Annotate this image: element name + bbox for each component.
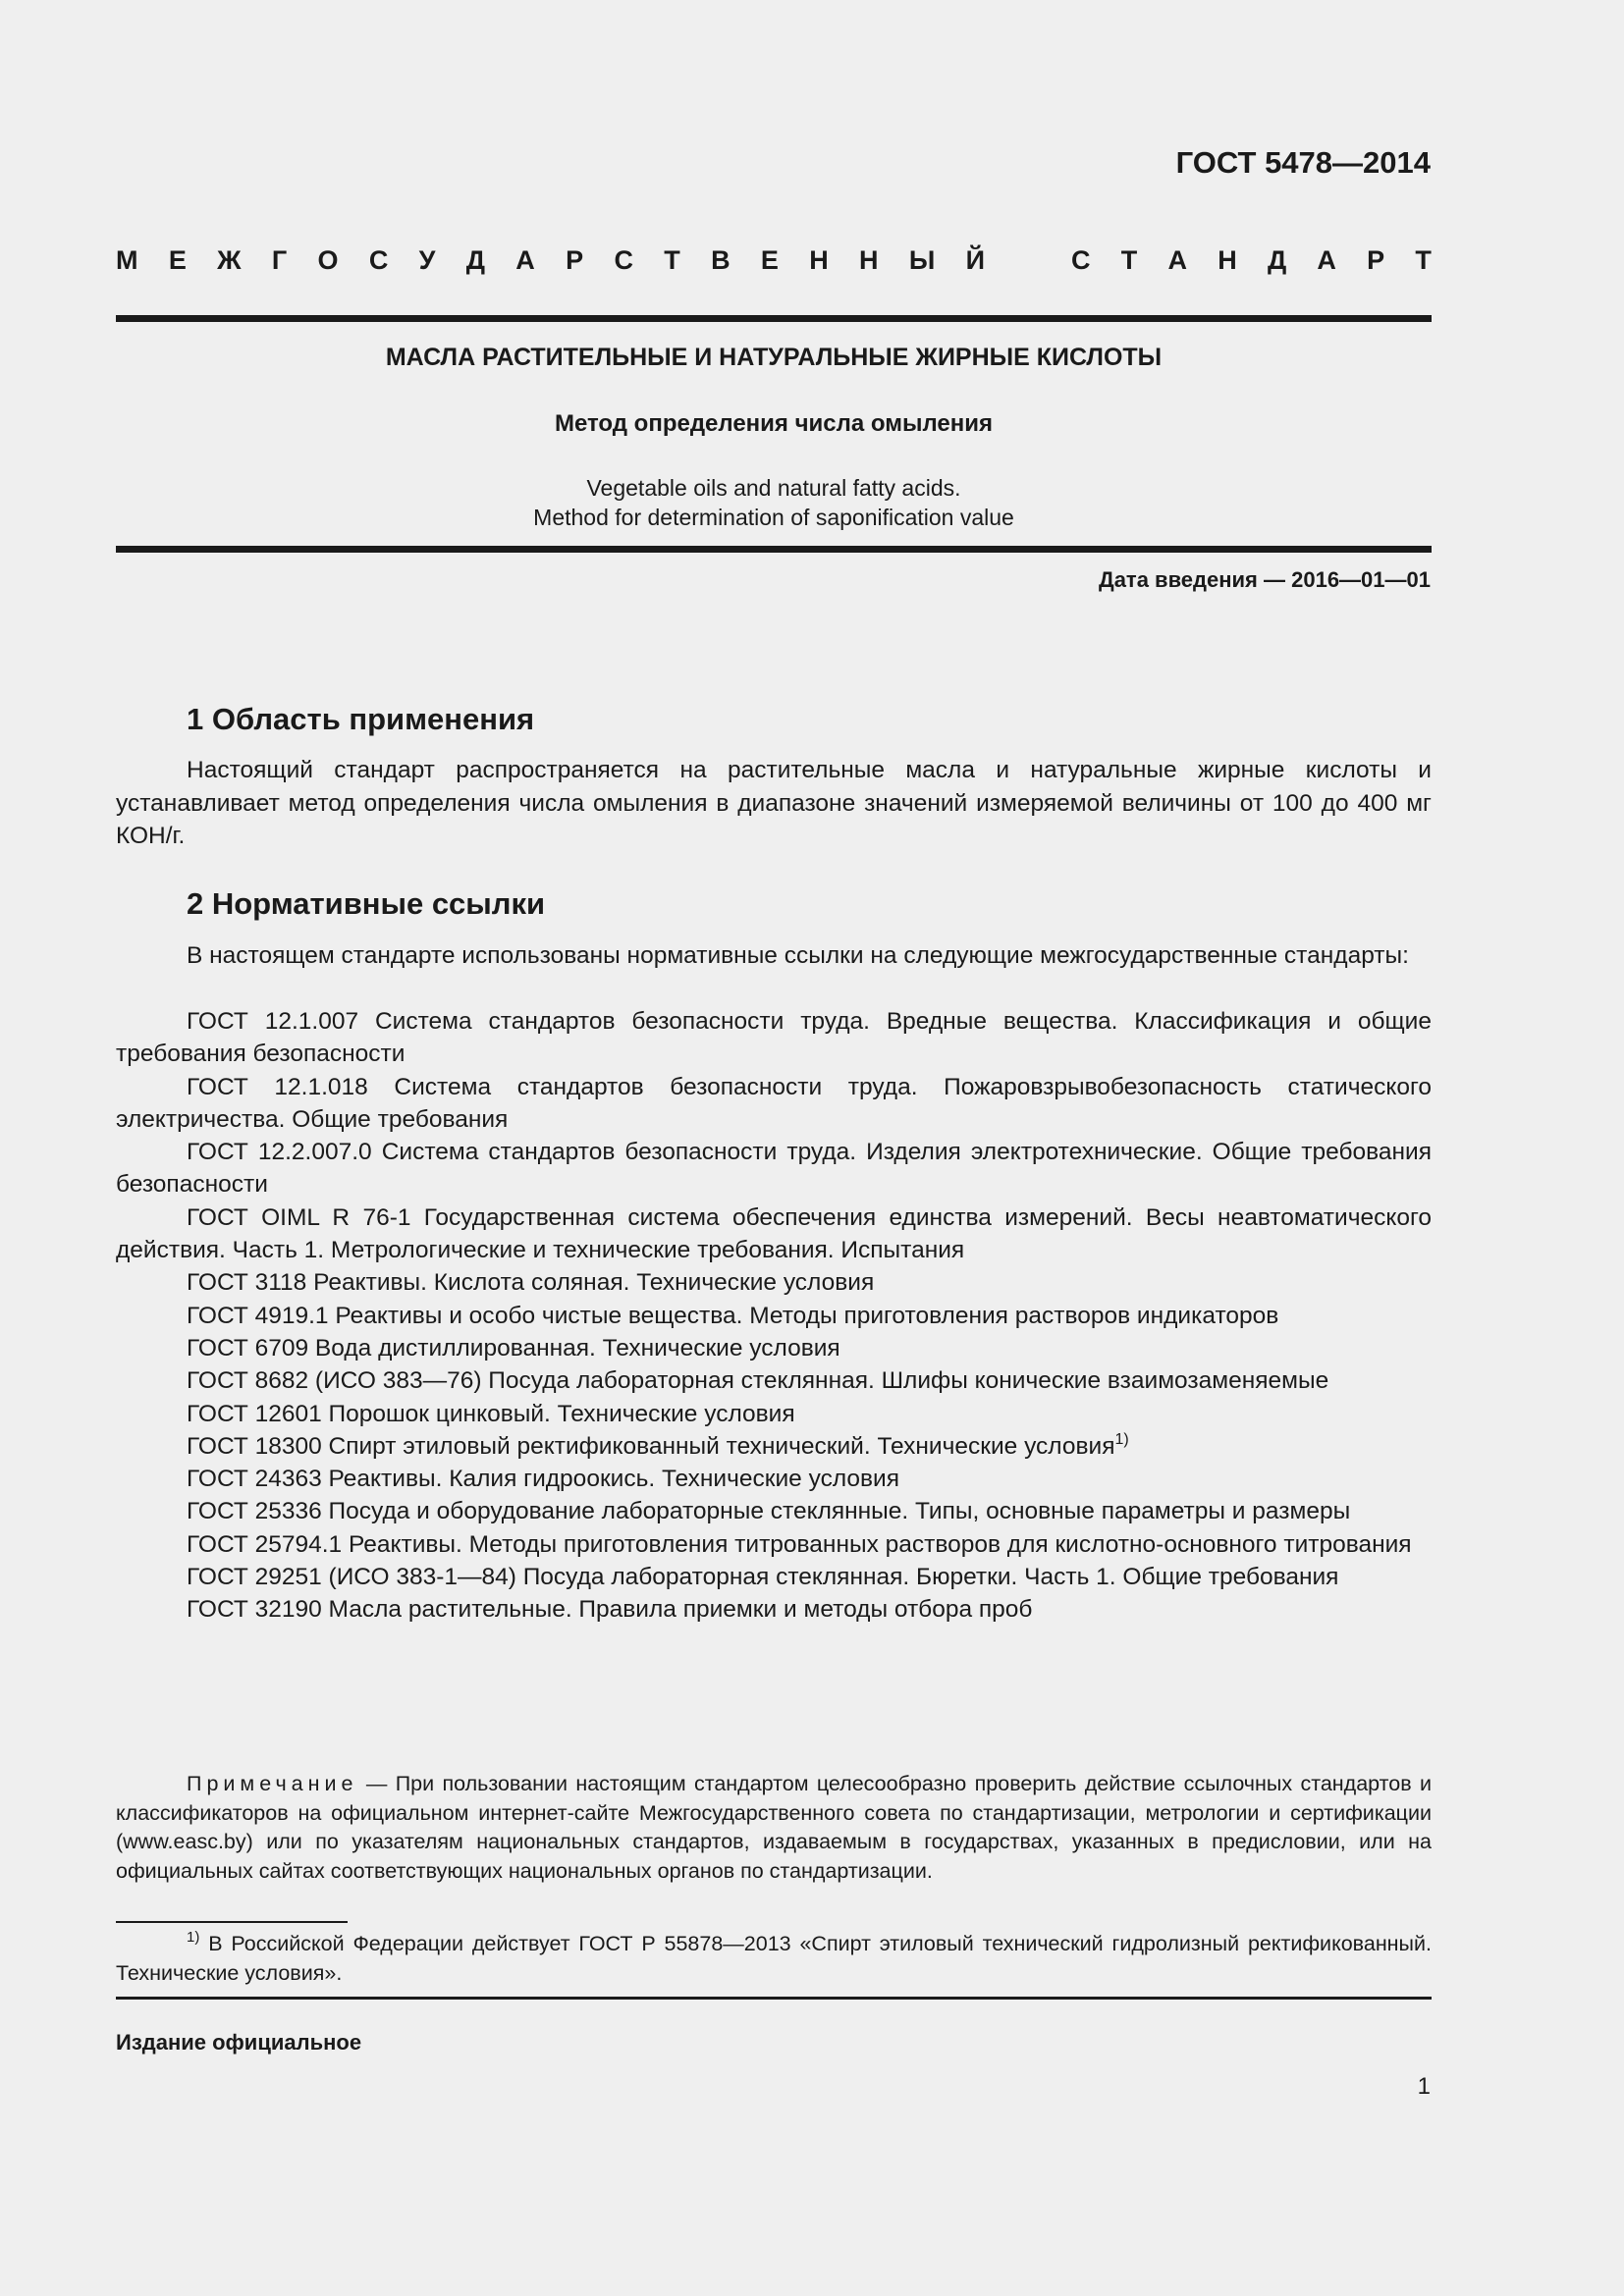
note-label: Примечание [187, 1772, 358, 1795]
reference-text: ГОСТ 18300 Спирт этиловый ректификованный технический. Технические условия [187, 1432, 1115, 1460]
bottom-divider [116, 1997, 1432, 2000]
banner-letter: Й [965, 245, 985, 275]
banner-letter: А [1167, 245, 1187, 275]
reference-item: ГОСТ 29251 (ИСО 383-1—84) Посуда лабораторная стеклянная. Бюретки. Часть 1. Общие требования [187, 1564, 1339, 1591]
banner-word-interstate [116, 245, 985, 276]
banner-letter: С [614, 245, 633, 275]
banner-letter: Р [1367, 245, 1385, 275]
reference-item: ГОСТ OIML R 76-1 Государственная система обеспечения единства измерений. Весы неавтоматического действия. Часть 1. Метрологические и технические требования. Испытания [116, 1203, 1432, 1264]
banner-letter: Г [271, 245, 288, 275]
banner-letter: А [515, 245, 535, 275]
banner-letter: С [1071, 245, 1091, 275]
note-text: — При пользовании настоящим стандартом целесообразно проверить действие ссылочных стандартов и классификаторов на официальном интернет-сайте Межгосударственного совета по стандартизации, метрологии и сертификации (www.easc.by) или по указателям национальных стандартов, издаваемым в государствах, указанных в предисловии, или на официальных сайтах соответствующих национальных органов по стандартизации. [116, 1772, 1432, 1883]
page-number: 1 [1417, 2073, 1431, 2100]
banner-letter: У [418, 245, 436, 275]
banner-letter: В [711, 245, 731, 275]
footnote-text: В Российской Федерации действует ГОСТ Р 55878—2013 «Спирт этиловый технический гидролизный ректификованный. Технические условия». [116, 1932, 1432, 1985]
document-title: МАСЛА РАСТИТЕЛЬНЫЕ И НАТУРАЛЬНЫЕ ЖИРНЫЕ КИСЛОТЫ [385, 344, 1163, 371]
reference-item: ГОСТ 12.1.007 Система стандартов безопасности труда. Вредные вещества. Классификация и общие требования безопасности [116, 1008, 1432, 1068]
reference-item: ГОСТ 24363 Реактивы. Калия гидроокись. Технические условия [187, 1466, 899, 1493]
reference-list [116, 1005, 1432, 1627]
banner-letter: О [317, 245, 339, 275]
reference-item: ГОСТ 12601 Порошок цинковый. Технические условия [187, 1400, 795, 1427]
banner-letter: Д [465, 245, 485, 275]
reference-item: ГОСТ 32190 Масла растительные. Правила приемки и методы отбора проб [187, 1596, 1033, 1624]
note-paragraph [116, 1770, 1432, 1886]
introduction-date: Дата введения — 2016—01—01 [1099, 567, 1431, 592]
title-divider [116, 546, 1432, 553]
banner-letter: Р [566, 245, 584, 275]
banner-letter: Т [1120, 245, 1138, 275]
banner-letter: А [1317, 245, 1336, 275]
banner-word-standard [1071, 245, 1432, 276]
banner-letter: Д [1267, 245, 1287, 275]
reference-item: ГОСТ 4919.1 Реактивы и особо чистые вещества. Методы приготовления растворов индикаторов [187, 1302, 1279, 1329]
banner-letter: Т [1415, 245, 1432, 275]
reference-item: ГОСТ 3118 Реактивы. Кислота соляная. Технические условия [187, 1269, 875, 1297]
reference-item: ГОСТ 12.2.007.0 Система стандартов безопасности труда. Изделия электротехнические. Общие требования безопасности [116, 1139, 1432, 1199]
banner-letter: Е [168, 245, 187, 275]
footnote [116, 1930, 1432, 1988]
references-intro: В настоящем стандарте использованы нормативные ссылки на следующие межгосударственные стандарты: [187, 942, 1409, 969]
banner-letter: М [116, 245, 138, 275]
document-number: ГОСТ 5478—2014 [1175, 145, 1431, 180]
english-title-line: Method for determination of saponification value [533, 505, 1014, 530]
banner-letter: С [368, 245, 389, 275]
section-heading-scope: 1 Область применения [187, 702, 535, 736]
footnote-reference-mark: 1) [1114, 1430, 1129, 1448]
reference-item [116, 1430, 1432, 1463]
banner-letter: Е [760, 245, 779, 275]
banner-letter: Ы [908, 245, 936, 275]
scope-paragraph: Настоящий стандарт распространяется на растительные масла и натуральные жирные кислоты и устанавливает метод определения числа омыления в диапазоне значений измеряемой величины от 100 до 400 мг КОН/г. [116, 757, 1432, 849]
banner-letter: Т [664, 245, 680, 275]
document-subtitle: Метод определения числа омыления [554, 410, 994, 437]
footnote-mark: 1) [187, 1929, 200, 1946]
banner-letter: Н [809, 245, 829, 275]
english-title [116, 473, 1432, 532]
banner-letter: Н [1218, 245, 1237, 275]
reference-item: ГОСТ 8682 (ИСО 383—76) Посуда лабораторная стеклянная. Шлифы конические взаимозаменяемые [187, 1367, 1329, 1395]
reference-item: ГОСТ 12.1.018 Система стандартов безопасности труда. Пожаровзрывобезопасность статического электричества. Общие требования [116, 1073, 1432, 1133]
standard-type-banner [116, 245, 1432, 276]
footnote-separator [116, 1921, 348, 1923]
english-title-line: Vegetable oils and natural fatty acids. [586, 475, 961, 501]
reference-item: ГОСТ 6709 Вода дистиллированная. Технические условия [187, 1334, 840, 1362]
section-heading-references: 2 Нормативные ссылки [187, 886, 546, 921]
reference-item: ГОСТ 25336 Посуда и оборудование лабораторные стеклянные. Типы, основные параметры и размеры [187, 1498, 1351, 1525]
edition-label: Издание официальное [116, 2030, 362, 2055]
banner-letter: Н [859, 245, 879, 275]
top-divider [116, 315, 1432, 322]
reference-item: ГОСТ 25794.1 Реактивы. Методы приготовления титрованных растворов для кислотно-основного титрования [187, 1530, 1412, 1558]
banner-letter: Ж [217, 245, 242, 275]
